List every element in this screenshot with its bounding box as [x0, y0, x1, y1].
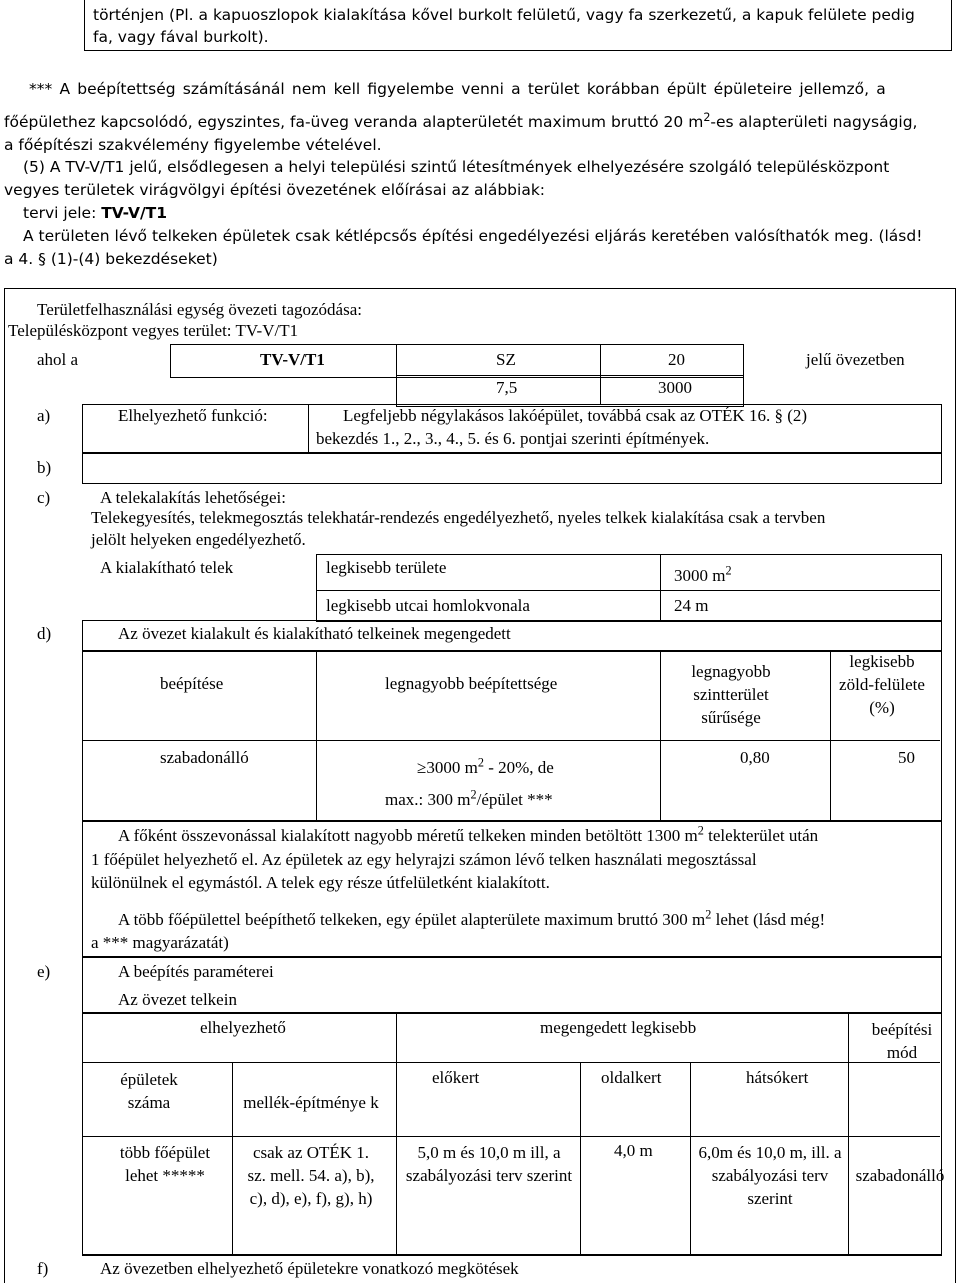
section-b-letter: b): [37, 458, 52, 477]
zone-height-20: 20: [668, 350, 685, 369]
note-2-line-2: a *** magyarázatát): [91, 933, 229, 952]
para5-line-2: vegyes területek virágvölgyi építési övezetének előírásai az alábbiak:: [4, 181, 546, 199]
header-side-yard: oldalkert: [601, 1068, 662, 1087]
section-e-box: [82, 956, 942, 1014]
header-max-coverage: legnagyobb beépítettsége: [385, 674, 558, 693]
min-frontage-label: legkisebb utcai homlokvonala: [326, 596, 530, 615]
value-side-yard: 4,0 m: [614, 1141, 653, 1160]
zone-heading-2: Településközpont vegyes terület: TV-V/T1: [8, 321, 299, 340]
note-2-line-1: A több főépülettel beépíthető telkeken, egy épület alapterülete maximum bruttó 300 $m^2$ lehet (lásd még!: [118, 907, 826, 929]
header-front-yard: előkert: [432, 1068, 480, 1087]
intro-line-1: *** A beépítettség számításánál nem kell figyelembe venni a terület korábban épült épületeire jellemző, a: [29, 80, 886, 98]
min-frontage-value: 24 m: [674, 596, 709, 615]
section-a-divider: [308, 404, 309, 452]
zone-heading-1: Területfelhasználási egység övezeti tagozódása:: [37, 300, 362, 319]
header-auxiliary: mellék-építménye k: [243, 1093, 379, 1112]
coverage-table-divider-3: [830, 650, 831, 820]
coverage-table: [82, 650, 942, 822]
section-a-line-1: Legfeljebb négylakásos lakóépület, továbbá csak az OTÉK 16. § (2): [343, 406, 808, 425]
para5-line-4: A területen lévő telkeken épületek csak kétlépcsős építési engedélyezési eljárás keretében valósíthatók meg. (lásd!: [23, 227, 923, 245]
zone-where-label: ahol a: [37, 350, 79, 369]
zone-code-table-divider: [600, 344, 601, 405]
section-d-letter: d): [37, 624, 52, 643]
zone-sz: SZ: [496, 350, 516, 369]
notes-box: [82, 820, 942, 958]
section-f-letter: f): [37, 1259, 49, 1278]
section-c-title: A telekalakítás lehetőségei:: [100, 488, 286, 507]
header-build: beépítése: [160, 674, 224, 693]
section-e-subtitle: Az övezet telkein: [118, 990, 237, 1009]
parameters-table-divider-1: [232, 1062, 233, 1254]
zone-code-table-divider-2: [396, 344, 397, 376]
section-c-line-2: jelölt helyeken engedélyezhető.: [91, 530, 306, 549]
value-build-mode: szabadonálló: [855, 1166, 945, 1185]
parameters-table-divider-4: [690, 1062, 691, 1254]
lot-table-divider-v: [660, 554, 661, 620]
note-1-line-2: 1 főépület helyezhető el. Az épületek az egy helyrajzi számon lévő telken használati megosztással: [91, 850, 757, 869]
parameters-table: [82, 1012, 942, 1256]
section-d-title: Az övezet kialakult és kialakítható telkeinek megengedett: [118, 624, 511, 643]
header-build-mode: beépítési mód: [871, 1020, 933, 1062]
zone-code: TV-V/T1: [260, 350, 325, 369]
lot-table: [316, 554, 942, 622]
continuation-line-2: fa, vagy fával burkolt).: [93, 28, 269, 46]
continuation-line-1: történjen (Pl. a kapuoszlopok kialakítása kővel burkolt felületű, vagy fa szerkezetű, a kapuk felülete pedig: [93, 6, 915, 24]
header-min-setbacks: megengedett legkisebb: [540, 1018, 697, 1037]
section-c-letter: c): [37, 488, 51, 507]
coverage-table-divider-h: [82, 740, 940, 741]
section-d-box: [82, 620, 942, 652]
zone-value-7-5: 7,5: [496, 378, 518, 397]
value-building-count: több főépület lehet *****: [119, 1143, 211, 1185]
parameters-table-divider-2: [396, 1012, 397, 1254]
section-f-top-rule: [82, 1254, 942, 1255]
section-e-title: A beépítés paraméterei: [118, 962, 274, 981]
zone-suffix: jelű övezetben: [806, 350, 905, 369]
header-building-count: épületek száma: [120, 1070, 178, 1112]
note-1-line-3: különülnek el egymástól. A telek egy része útfelületként kialakított.: [91, 873, 550, 892]
min-area-label: legkisebb területe: [326, 558, 447, 577]
section-e-letter: e): [37, 962, 51, 981]
header-min-green: legkisebb zöld-felülete (%): [839, 652, 925, 717]
header-back-yard: hátsókert: [746, 1068, 809, 1087]
section-b-box: [82, 452, 942, 484]
header-max-density: legnagyobb szintterület sűrűsége: [691, 662, 771, 727]
parameters-table-divider-h2: [82, 1136, 940, 1137]
value-auxiliary: csak az OTÉK 1. sz. mell. 54. a), b), c), d), e), f), g), h): [247, 1143, 375, 1208]
max-coverage-line-1: ≥3000 $m^2 - 20\%$, de: [417, 755, 554, 777]
max-coverage-line-2: max.: 300 $m^2$/épület ***: [385, 787, 553, 809]
parameters-table-divider-h1: [82, 1062, 940, 1063]
intro-line-3: a főépítészi szakvélemény figyelembe vételével.: [4, 136, 382, 154]
section-a-label: Elhelyezhető funkció:: [118, 406, 268, 425]
section-a-letter: a): [37, 406, 51, 425]
value-front-yard: 5,0 m és 10,0 m ill, a szabályozási terv szerint: [405, 1143, 573, 1185]
coverage-table-divider-1: [316, 650, 317, 820]
build-type: szabadonálló: [160, 748, 249, 767]
min-area-value: 3000 $m^2$: [674, 563, 732, 585]
section-c-line-1: Telekegyesítés, telekmegosztás telekhatár-rendezés engedélyezhető, nyeles telkek kialakítása csak a tervben: [91, 508, 826, 527]
parameters-table-divider-3: [580, 1062, 581, 1254]
coverage-table-divider-2: [660, 650, 661, 820]
parameters-table-divider-5: [848, 1012, 849, 1254]
header-placeable: elhelyezhető: [200, 1018, 286, 1037]
min-green-value: 50: [898, 748, 915, 767]
section-a-line-2: bekezdés 1., 2., 3., 4., 5. és 6. pontjai szerinti építmények.: [316, 429, 710, 448]
section-a-box: [82, 404, 942, 454]
lot-label: A kialakítható telek: [100, 558, 234, 577]
zone-code-table-row1: [170, 344, 744, 378]
note-1-line-1: A főként összevonással kialakított nagyobb méretű telkeken minden betöltött 1300 $m^2$ telekterület után: [118, 823, 819, 845]
max-density-value: 0,80: [740, 748, 770, 767]
para5-line-1: (5) A TV-V/T1 jelű, elsődlegesen a helyi települési szintű létesítmények elhelyezésére szolgáló településközpont: [23, 158, 890, 176]
lot-table-divider-h: [316, 590, 940, 591]
para5-line-3: tervi jele: TV-V/T1: [23, 204, 167, 222]
intro-line-2: főépülethez kapcsolódó, egyszintes, fa-üveg veranda alapterületét maximum bruttó 20 $m^2-es$ alapterületi nagyságig,: [4, 110, 918, 131]
section-f-text: Az övezetben elhelyezhető épületekre vonatkozó megkötések: [100, 1259, 519, 1278]
value-back-yard: 6,0m és 10,0 m, ill. a szabályozási terv szerint: [698, 1143, 842, 1208]
para5-line-5: a 4. § (1)-(4) bekezdéseket): [4, 250, 218, 268]
zone-value-3000: 3000: [658, 378, 692, 397]
